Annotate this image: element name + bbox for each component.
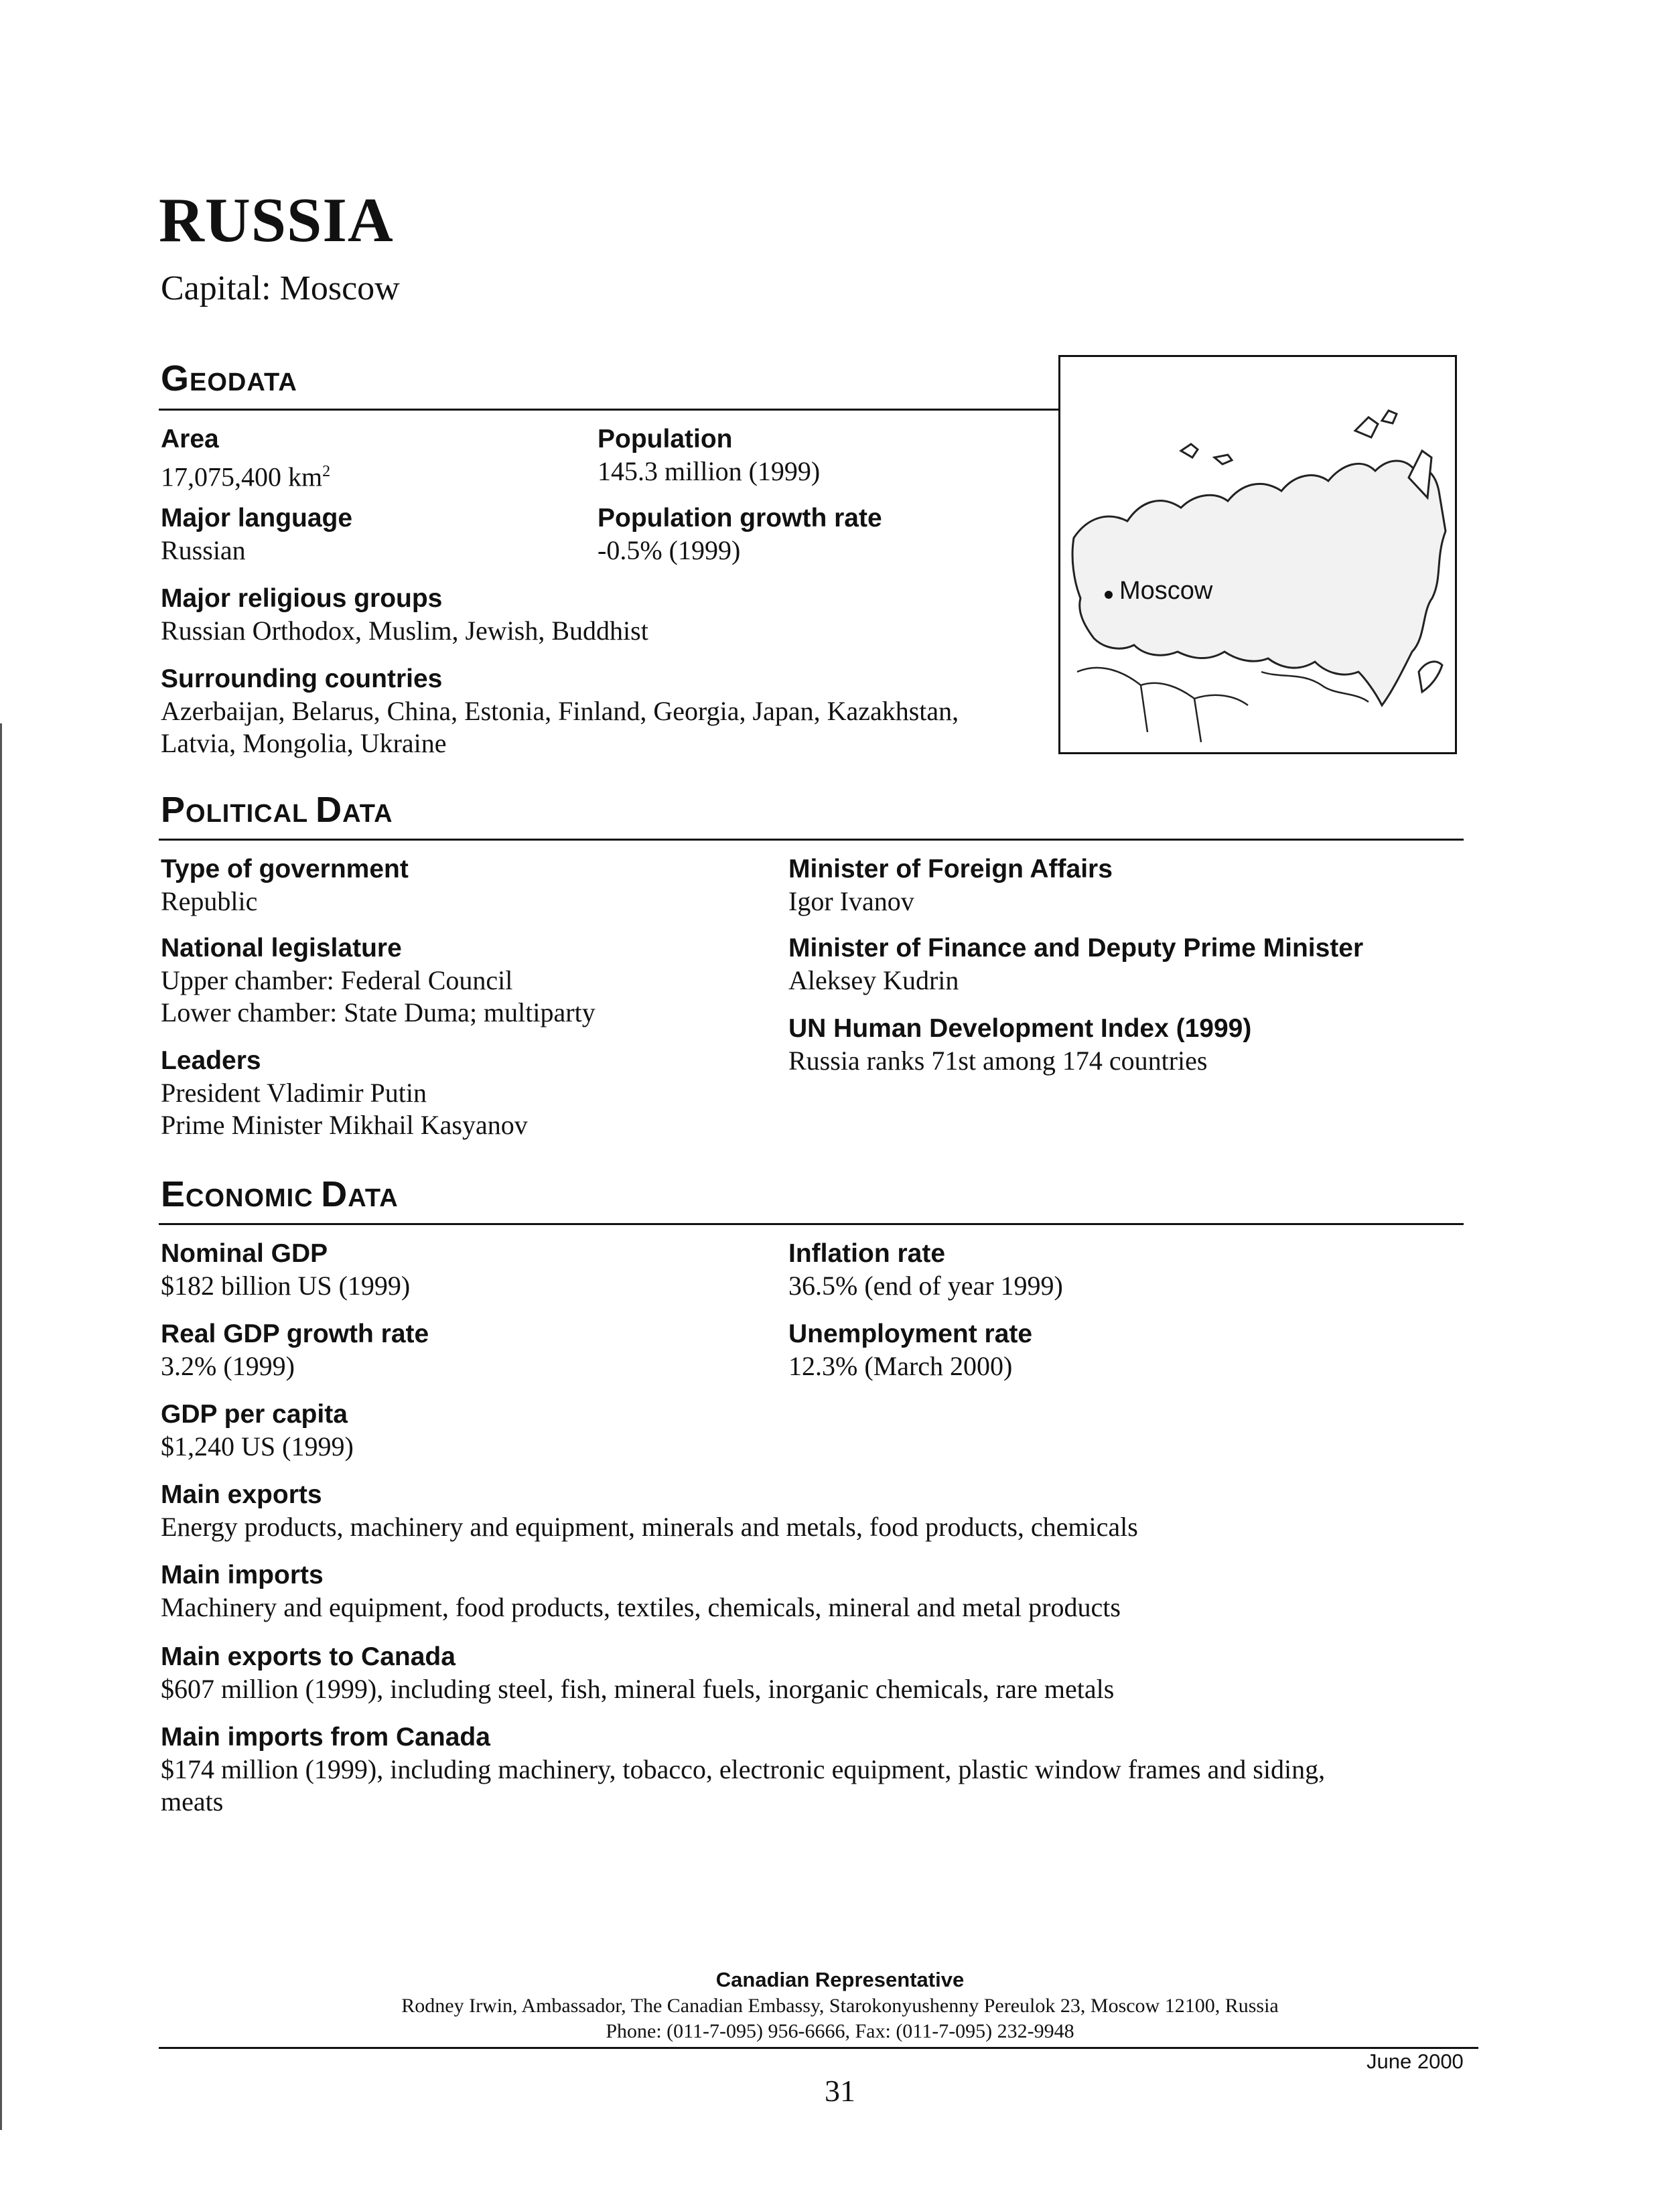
footer-date: June 2000 [1367,2050,1464,2073]
area-label: Area [161,425,219,453]
religion-field [161,583,648,647]
russia-map-graphic [1060,357,1455,752]
leaders-line-2: Prime Minister Mikhail Kasyanov [161,1110,528,1140]
inflation-value: 36.5% (end of year 1999) [788,1271,1063,1301]
border-lines [1077,668,1369,742]
geodata-heading: GEODATA [161,358,297,399]
political-rule [159,839,1464,841]
legislature-field [161,932,596,1029]
government-label: Type of government [161,855,409,883]
leaders-field [161,1045,528,1141]
surrounding-line-2: Latvia, Mongolia, Ukraine [161,728,447,758]
main-imports-label: Main imports [161,1561,324,1589]
imports-from-canada-line-2: meats [161,1786,224,1817]
page-number: 31 [825,2074,855,2108]
hdi-value: Russia ranks 71st among 174 countries [788,1046,1208,1076]
government-value: Republic [161,886,258,916]
gdp-growth-label: Real GDP growth rate [161,1320,429,1348]
gdp-growth-value: 3.2% (1999) [161,1351,295,1381]
foreign-minister-value: Igor Ivanov [788,886,914,916]
arctic-islands [1181,411,1397,464]
unemployment-value: 12.3% (March 2000) [788,1351,1013,1381]
finance-minister-field [788,932,1363,997]
religion-value: Russian Orthodox, Muslim, Jewish, Buddhist [161,616,648,646]
surrounding-field [161,663,959,760]
footer-address: Rodney Irwin, Ambassador, The Canadian Embassy, Starokonyushenny Pereulok 23, Moscow 12100, Russia [401,1995,1279,2017]
foreign-minister-field [788,853,1113,918]
legislature-label: National legislature [161,934,402,963]
main-imports-value: Machinery and equipment, food products, textiles, chemicals, mineral and metal products [161,1592,1121,1622]
language-field [161,502,352,567]
geodata-rule [159,409,1060,411]
government-field [161,853,409,918]
inflation-field [788,1238,1063,1302]
finance-minister-value: Aleksey Kudrin [788,965,959,995]
gdp-per-capita-field [161,1399,354,1463]
area-value: 17,075,400 $km^2$ [161,461,331,492]
inflation-label: Inflation rate [788,1239,946,1268]
main-imports-field [161,1559,1121,1624]
economic-heading: ECONOMIC DATA [161,1174,399,1214]
finance-minister-label: Minister of Finance and Deputy Prime Minister [788,934,1364,963]
growth-value: -0.5% (1999) [598,535,741,565]
surrounding-line-1: Azerbaijan, Belarus, China, Estonia, Finland, Georgia, Japan, Kazakhstan, [161,696,959,726]
footer-phone: Phone: (011-7-095) 956-6666, Fax: (011-7-095) 232-9948 [606,2020,1074,2042]
leaders-line-1: President Vladimir Putin [161,1078,427,1108]
imports-from-canada-field [161,1721,1325,1818]
legislature-line-2: Lower chamber: State Duma; multiparty [161,997,596,1027]
unemployment-label: Unemployment rate [788,1320,1033,1348]
surrounding-label: Surrounding countries [161,664,443,693]
gdp-value: $182 billion US (1999) [161,1271,411,1301]
footer-rule [159,2047,1478,2049]
area-field [161,423,330,493]
scan-edge-line [0,723,2,2130]
exports-to-canada-label: Main exports to Canada [161,1642,456,1671]
gdp-per-capita-value: $1,240 US (1999) [161,1431,354,1462]
population-field [598,423,820,488]
exports-to-canada-field [161,1641,1114,1705]
capital-line: Capital: Moscow [161,269,400,307]
japan-outline [1419,662,1442,692]
gdp-growth-field [161,1318,429,1382]
main-exports-value: Energy products, machinery and equipment, minerals and metals, food products, chemicals [161,1512,1138,1542]
hdi-label: UN Human Development Index (1999) [788,1014,1252,1043]
gdp-field [161,1238,410,1302]
page-title: RUSSIA [159,186,394,255]
russia-map [1058,355,1457,754]
foreign-minister-label: Minister of Foreign Affairs [788,855,1113,883]
legislature-line-1: Upper chamber: Federal Council [161,965,513,995]
main-exports-label: Main exports [161,1480,322,1509]
footer-heading: Canadian Representative [715,1968,965,1991]
gdp-per-capita-label: GDP per capita [161,1400,348,1429]
growth-field [598,502,882,567]
moscow-dot [1105,591,1113,599]
unemployment-field [788,1318,1032,1382]
hdi-field [788,1013,1251,1077]
gdp-label: Nominal GDP [161,1239,328,1268]
economic-rule [159,1223,1464,1225]
exports-to-canada-value: $607 million (1999), including steel, fish, mineral fuels, inorganic chemicals, rare metals [161,1674,1115,1704]
religion-label: Major religious groups [161,584,443,613]
language-value: Russian [161,535,246,565]
main-exports-field [161,1479,1138,1543]
growth-label: Population growth rate [598,504,882,532]
population-value: 145.3 million (1999) [598,456,821,486]
imports-from-canada-line-1: $174 million (1999), including machinery, tobacco, electronic equipment, plastic window frames and siding, [161,1754,1326,1784]
population-label: Population [598,425,733,453]
language-label: Major language [161,504,353,532]
political-heading: POLITICAL DATA [161,790,393,830]
leaders-label: Leaders [161,1046,261,1075]
map-label-moscow: Moscow [1119,577,1213,605]
imports-from-canada-label: Main imports from Canada [161,1723,490,1752]
